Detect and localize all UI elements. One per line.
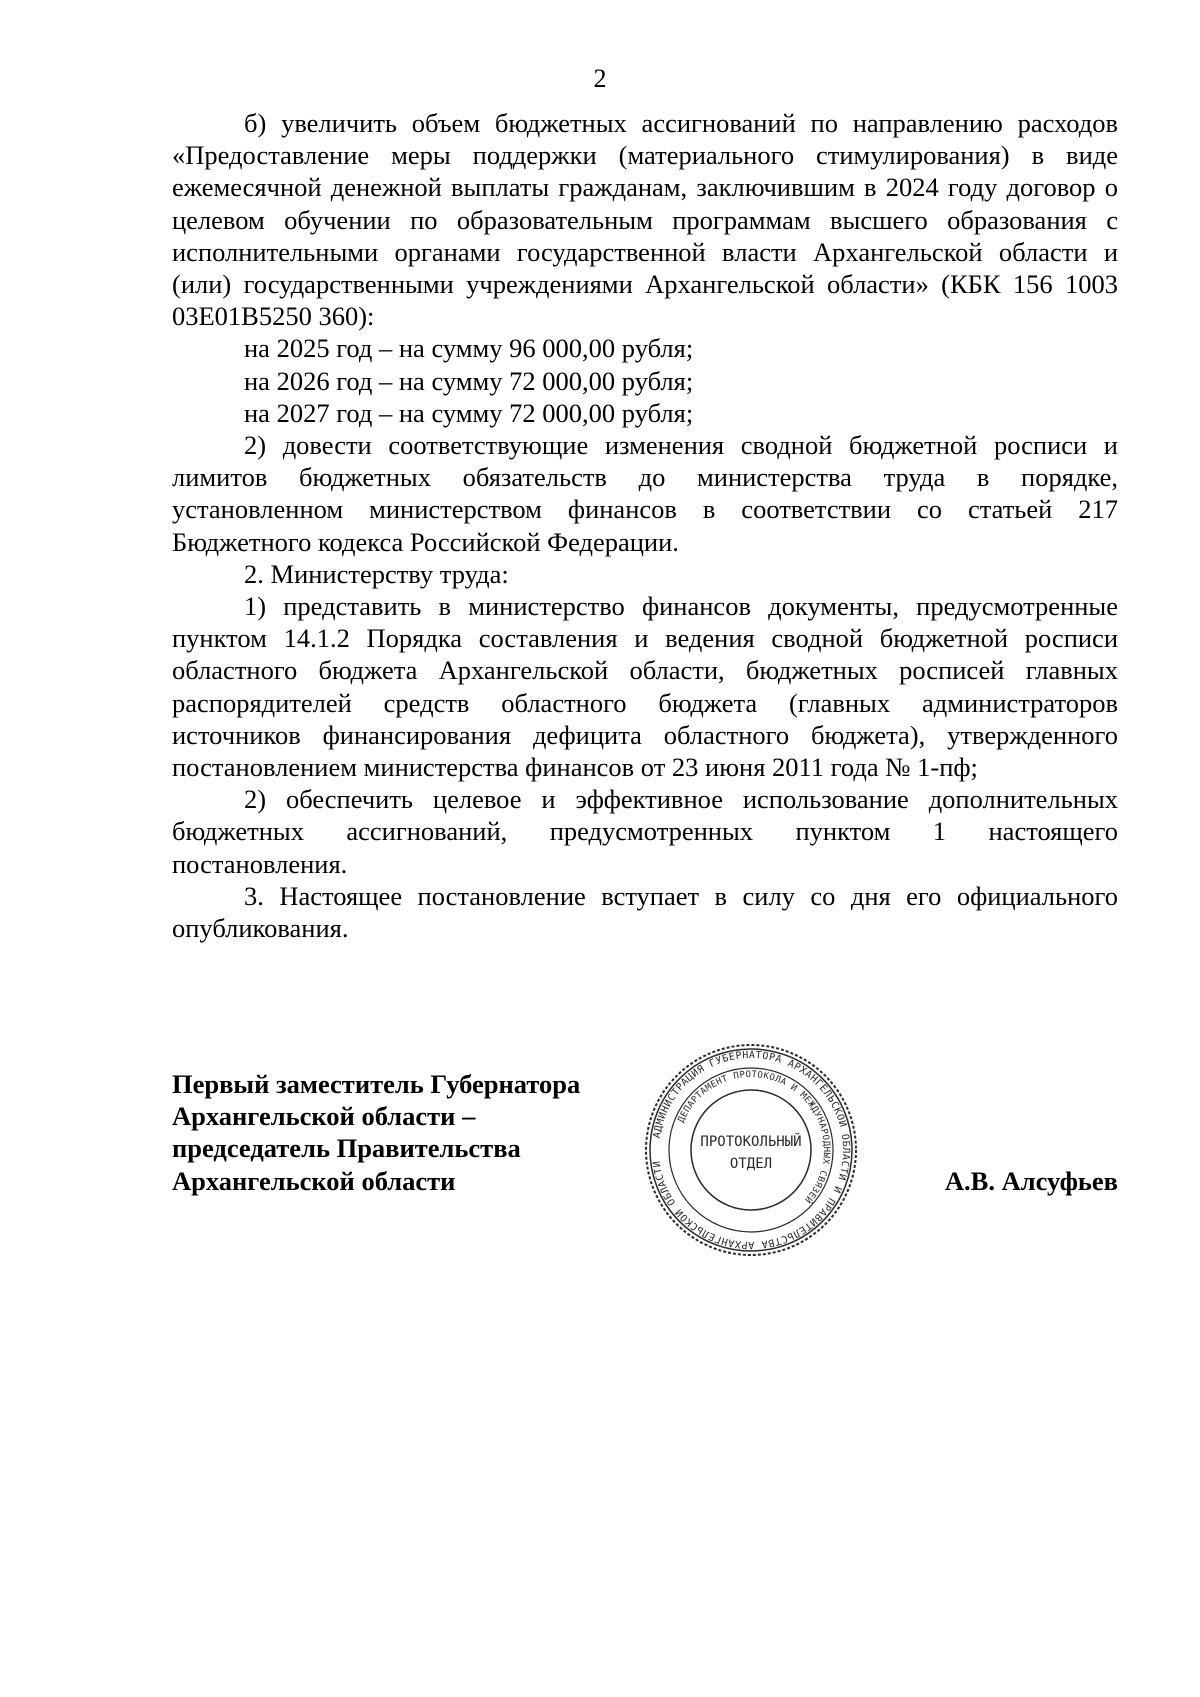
paragraph-amount-2027: на 2027 год – на сумму 72 000,00 рубля;	[244, 397, 694, 428]
paragraph-increase-allocations: б) увеличить объем бюджетных ассигнований по направлению расходов «Предоставление меры поддержки (материального стимулирования) в виде ежемесячной денежной выплаты гражданам, заключившим в 2024 году договор о целевом обучении по образовательным программам высшего образования с исполнительными органами государственной власти Архангельской области и (или) государственными учреждениями Архангельской области» (КБК 156 1003 03Е01В5250 360):	[172, 108, 1118, 332]
signatory-position-line: председатель Правительства	[172, 1133, 521, 1164]
document-body	[172, 107, 1118, 944]
stamp-center-line-2: ОТДЕЛ	[729, 1156, 773, 1172]
paragraph-ensure-use: 2) обеспечить целевое и эффективное использование дополнительных бюджетных ассигнований, предусмотренных пунктом 1 настоящего постановления.	[172, 784, 1118, 879]
paragraph-amount-2026: на 2026 год – на сумму 72 000,00 рубля;	[244, 365, 694, 396]
signatory-name: А.В. Алсуфьев	[944, 1166, 1118, 1196]
signatory-position-line: Архангельской области	[172, 1165, 456, 1196]
paragraph-budget-changes: 2) довести соответствующие изменения сводной бюджетной росписи и лимитов бюджетных обязательств до министерства труда в порядке, установленном министерством финансов в соответствии со статьей 217 Бюджетного кодекса Российской Федерации.	[172, 430, 1118, 557]
signatory-position-line: Первый заместитель Губернатора	[172, 1069, 581, 1099]
signatory-position-line: Архангельской области –	[172, 1101, 476, 1132]
stamp-center-line-1: ПРОТОКОЛЬНЫЙ	[700, 1134, 802, 1150]
paragraph-entry-into-force: 3. Настоящее постановление вступает в силу со дня его официального опубликования.	[172, 880, 1118, 944]
stamp-outer-text: АДМИНИСТРАЦИЯ ГУБЕРНАТОРА АРХАНГЕЛЬСКОЙ ОБЛАСТИ И ПРАВИТЕЛЬСТВА АРХАНГЕЛЬСКОЙ ОБЛАСТИ	[651, 1049, 852, 1251]
paragraph-amount-2025: на 2025 год – на сумму 96 000,00 рубля;	[244, 333, 694, 364]
page-number: 2	[593, 64, 607, 93]
official-stamp	[641, 1040, 861, 1260]
paragraph-submit-documents: 1) представить в министерство финансов документы, предусмотренные пунктом 14.1.2 Порядка составления и ведения сводной бюджетной росписи областного бюджета Архангельской области, бюджетных росписей главных распорядителей средств областного бюджета (главных администраторов источников финансирования дефицита областного бюджета), утвержденного постановлением министерства финансов от 23 июня 2011 года № 1-пф;	[172, 591, 1118, 783]
signatory-position	[172, 1068, 632, 1197]
stamp-inner-ring-text: ДЕПАРТАМЕНТ ПРОТОКОЛА И МЕЖДУНАРОДНЫХ СВЯЗЕЙ	[676, 1069, 832, 1205]
paragraph-ministry-of-labor: 2. Министерству труда:	[244, 558, 509, 589]
